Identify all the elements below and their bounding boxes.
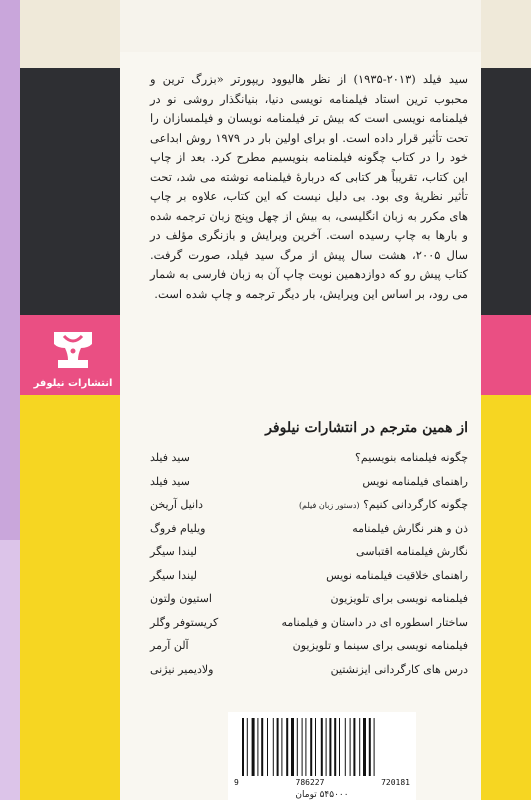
list-item [150,517,468,541]
barcode-bar [353,718,355,776]
right-band-pink [481,315,531,395]
barcode-bar [286,718,288,776]
barcode-bar [326,718,327,776]
list-item [150,446,468,470]
barcode-bar [291,718,294,776]
book-title: چگونه فیلمنامه بنویسیم؟ [355,451,468,465]
barcode-digits-group-2: 720181 [381,778,410,787]
barcode-bar [247,718,248,776]
barcode-digits-group-1: 786227 [295,778,325,787]
book-title: فیلمنامه نویسی برای سینما و تلویزیون [292,639,468,653]
book-title: درس های کارگردانی ایزنشتین [330,662,468,676]
book-author: ولادیمیر نیژنی [150,662,214,676]
list-item [150,634,468,658]
barcode-bar [374,718,375,776]
barcode-bar [305,718,306,776]
barcode-bar [252,718,255,776]
barcode-bar [350,718,351,776]
price-label: ۵۴۵۰۰۰ تومان [295,790,349,800]
book-title: نگارش فیلمنامه اقتباسی [356,545,468,559]
description-paragraph: سید فیلد (۲۰۱۳-۱۹۳۵) از نظر هالیوود ریپورتر «بزرگ ترین و محبوب ترین استاد فیلمنامه نویسی دنیا، بنیانگذار روشی نو در فیلمنامه نویسی است که بیش تر فیلمنامه نویسان و فیلمسازان را تحت تأثیر قرار داده است. او برای اولین بار در ۱۹۷۹ روش ابداعی خود را در کتاب چگونه فیلمنامه بنویسیم مطرح کرد. بعد از چاپ این کتاب، تقریباً هر کتابی که دربارهٔ فیلمنامه نوشته می شد، تحت تأثیر نظریهٔ وی بود. بی دلیل نیست که این کتاب، علاوه بر چاپ های مکرر به زبان انگلیسی، به بیش از چهل وپنج زبان ترجمه شده و بارها به چاپ رسیده است. آخرین ویرایش و بازنگری مؤلف در سال ۲۰۰۵، هشت سال پیش از مرگ سید فیلد، صورت گرفت. کتاب پیش رو که دوازدهمین نوبت چاپ آن به زبان فارسی به شمار می رود، بر اساس این ویرایش، بار دیگر ترجمه و چاپ شده است. [150,72,469,301]
barcode-digits [234,778,410,787]
barcode-bar [363,718,366,776]
book-author: سید فیلد [150,451,190,465]
barcode-bar [359,718,360,776]
book-title: ذن و هنر نگارش فیلمنامه [352,521,468,535]
barcode-bar [315,718,316,776]
barcode-bar [242,718,244,776]
barcode-bar [369,718,371,776]
list-item [150,470,468,494]
barcode-bar [334,718,336,776]
book-description [150,70,468,304]
book-author: لیندا سیگر [150,545,197,559]
lavender-edge-stripe [0,540,20,800]
right-band-beige [481,0,531,68]
book-author: سید فیلد [150,474,190,488]
book-note: (دستور زبان فیلم) [298,501,360,511]
barcode-bar [329,718,331,776]
list-item [150,587,468,611]
barcode-digit-prefix: 9 [234,778,239,787]
book-title: چگونه کارگردانی کنیم؟ [363,498,468,512]
left-band-black [20,68,120,315]
book-author: کریستوفر وگلر [150,615,219,629]
related-books-list [150,446,468,681]
barcode-bar [257,718,258,776]
barcode-bar [297,718,298,776]
barcode-bar [277,718,279,776]
book-author: دانیل آریخن [150,498,204,512]
publisher-logo [32,324,114,389]
book-title: راهنمای خلاقیت فیلمنامه نویس [326,568,468,582]
related-books-heading: از همین مترجم در انتشارات نیلوفر [265,420,468,436]
book-author: ویلیام فروگ [150,521,206,535]
book-author: آلن آرمر [150,639,189,653]
barcode-bar [281,718,282,776]
list-item [150,564,468,588]
barcode-bar [310,718,312,776]
list-item [150,611,468,635]
isbn-barcode [228,712,416,800]
barcode-bar [261,718,263,776]
list-item [150,658,468,682]
book-title: فیلمنامه نویسی برای تلویزیون [330,592,468,606]
book-author: استیون ولتون [150,592,212,606]
left-band-beige [20,0,120,68]
barcode-bar [345,718,346,776]
barcode-bar [339,718,340,776]
barcode-bar [302,718,303,776]
list-item [150,540,468,564]
barcode-bar [273,718,274,776]
publisher-name: انتشارات نیلوفر [33,378,113,389]
lotus-logo-icon [48,324,98,374]
barcode-bar [267,718,268,776]
left-band-yellow [20,395,120,800]
right-band-black [481,68,531,315]
right-band-yellow [481,395,531,800]
barcode-bar [321,718,323,776]
list-item [150,493,468,517]
barcode-bars [238,718,406,776]
book-title: ساختار اسطوره ای در داستان و فیلمنامه [281,615,468,629]
book-author: لیندا سیگر [150,568,197,582]
book-title: راهنمای فیلمنامه نویس [362,474,468,488]
